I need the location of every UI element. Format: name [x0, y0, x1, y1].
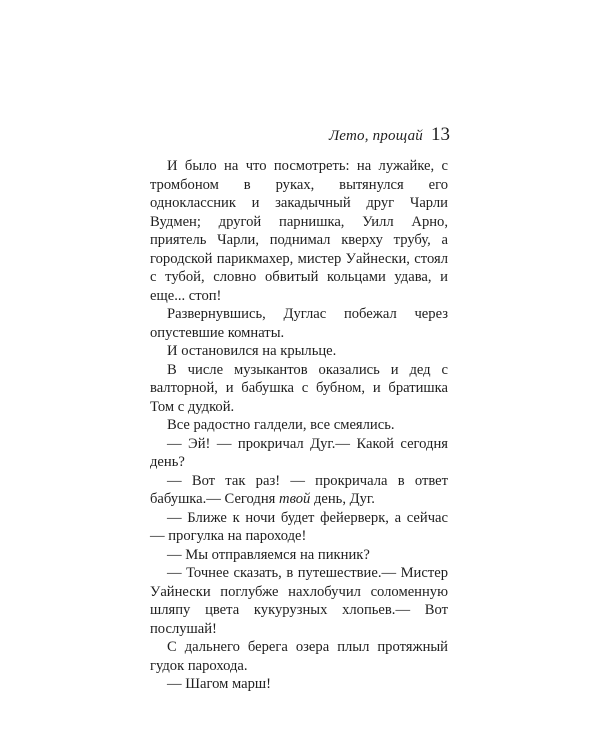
running-title: Лето, прощай — [328, 128, 423, 144]
paragraph-dialogue: — Ближе к ночи будет фейерверк, а сейчас — прогулка на пароходе! — [150, 509, 448, 544]
paragraph: С дальнего берега озера плыл протяжный гудок парохода. — [150, 639, 448, 674]
paragraph-dialogue — [150, 472, 448, 509]
paragraph-dialogue: — Шагом марш! — [167, 676, 271, 692]
paragraph: В числе музыкантов оказались и дед с валторной, и бабушка с бубном, и братишка Том с дудкой. — [150, 361, 448, 415]
emphasized-word: твой — [279, 491, 311, 507]
main-text — [150, 157, 448, 694]
dialogue-text: день, Дуг. — [310, 491, 375, 507]
running-head — [150, 125, 450, 146]
paragraph-dialogue: — Точнее сказать, в путешествие.— Мистер Уайнески поглубже нахлобучил соломенную шляпу цвета кукурузных хлопьев.— Вот послушай! — [150, 565, 448, 637]
paragraph: Развернувшись, Дуглас побежал через опустевшие комнаты. — [150, 306, 448, 341]
paragraph-dialogue: — Эй! — прокричал Дуг.— Какой сегодня день? — [150, 435, 448, 470]
dialogue-text: — Вот так раз! — прокричала в ответ бабушка.— Сегодня — [150, 472, 448, 507]
paragraph: И остановился на крыльце. — [167, 343, 337, 359]
page-number: 13 — [431, 124, 450, 145]
paragraph: И было на что посмотреть: на лужайке, с тромбоном в руках, вытянулся его одноклассник и закадычный друг Чарли Вудмен; другой парнишка, Уилл Арно, приятель Чарли, поднимал кверху трубу, а городской парикмахер, мистер Уайнески, стоял с тубой, словно обвитый кольцами удава, и еще... стоп! — [150, 158, 448, 304]
paragraph-dialogue: — Мы отправляемся на пикник? — [167, 546, 370, 563]
paragraph: Все радостно галдели, все смеялись. — [167, 417, 395, 433]
